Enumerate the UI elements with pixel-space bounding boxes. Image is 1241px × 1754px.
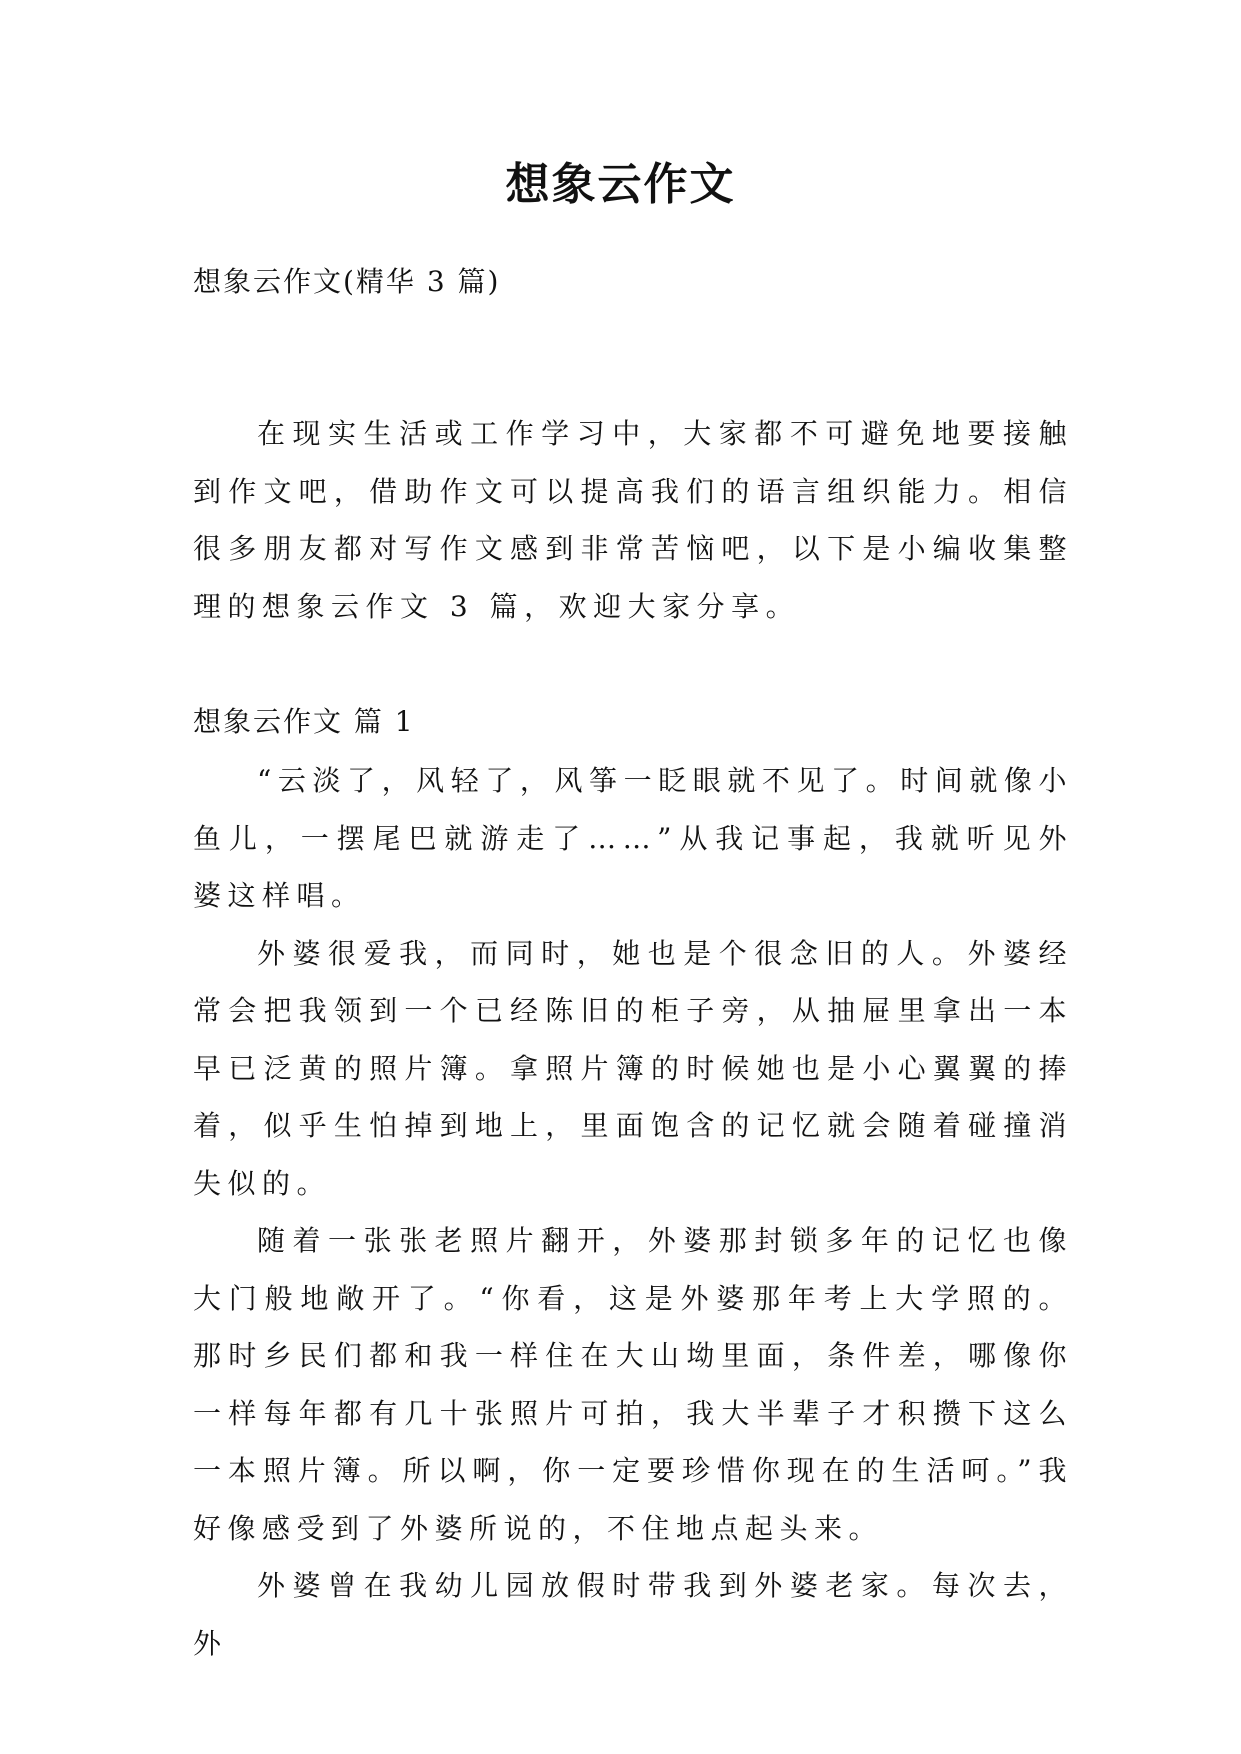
section-paragraph: 随着一张张老照片翻开，外婆那封锁多年的记忆也像大门般地敞开了。“你看，这是外婆那年考上大学照的。那时乡民们都和我一样住在大山坳里面，条件差，哪像你一样每年都有几十张照片可拍，我大半辈子才积攒下这么一本照片簿。所以啊，你一定要珍惜你现在的生活呵。”我好像感受到了外婆所说的，不住地点起头来。 bbox=[193, 1224, 1073, 1545]
document-title: 想象云作文 bbox=[505, 159, 736, 210]
intro-paragraph: 在现实生活或工作学习中，大家都不可避免地要接触到作文吧，借助作文可以提高我们的语言组织能力。相信很多朋友都对写作文感到非常苦恼吧，以下是小编收集整理的想象云作文 3 篇，欢迎大家分享。 bbox=[193, 417, 1073, 623]
document-subtitle: 想象云作文(精华 3 篇) bbox=[193, 265, 501, 298]
section-heading: 想象云作文 篇 1 bbox=[193, 705, 415, 738]
section-paragraph: 外婆很爱我，而同时，她也是个很念旧的人。外婆经常会把我领到一个已经陈旧的柜子旁，从抽屉里拿出一本早已泛黄的照片簿。拿照片簿的时候她也是小心翼翼的捧着，似乎生怕掉到地上，里面饱含的记忆就会随着碰撞消失似的。 bbox=[193, 936, 1073, 1200]
section-paragraph: 外婆曾在我幼儿园放假时带我到外婆老家。每次去，外 bbox=[193, 1569, 1073, 1660]
section-body bbox=[193, 752, 1073, 1672]
section-paragraph: “云淡了，风轻了，风筝一眨眼就不见了。时间就像小鱼儿，一摆尾巴就游走了……”从我记事起，我就听见外婆这样唱。 bbox=[193, 764, 1073, 912]
